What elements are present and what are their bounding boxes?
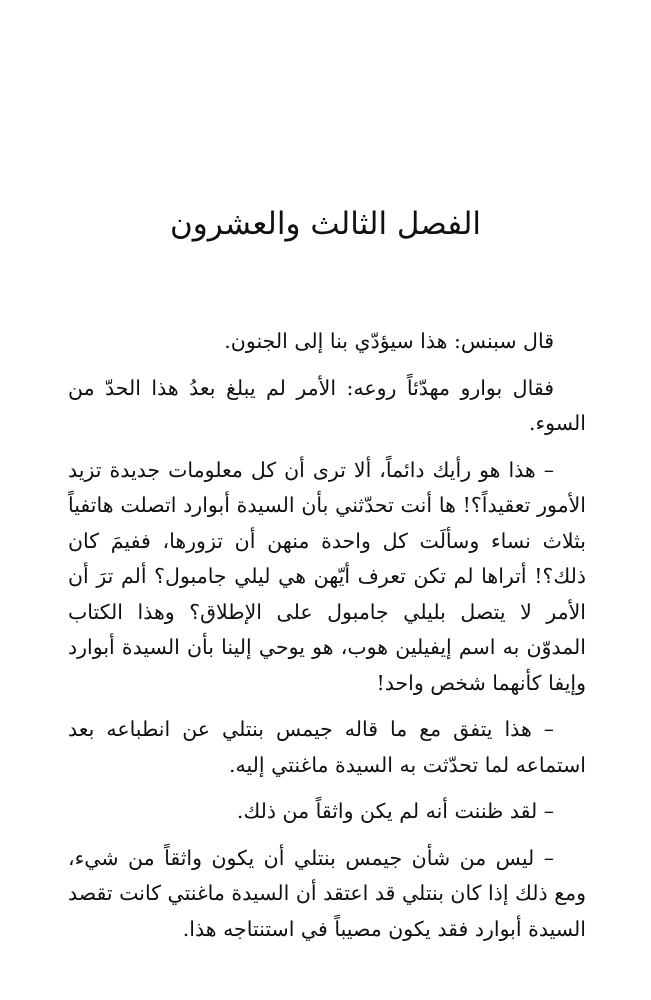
paragraph-4: – هذا يتفق مع ما قاله جيمس بنتلي عن انطباعه بعد استماعه لما تحدّثت به السيدة ماغنتي إليه. (68, 717, 586, 777)
chapter-title: الفصل الثالث والعشرون (169, 206, 482, 242)
chapter-body (68, 324, 586, 958)
paragraph-6: – ليس من شأن جيمس بنتلي أن يكون واثقاً من شيء، ومع ذلك إذا كان بنتلي قد اعتقد أن السيدة ماغنتي كانت تقصد السيدة أبوارد فقد يكون مصيباً في استنتاجه هذا. (68, 845, 586, 941)
paragraph-5: – لقد ظننت أنه لم يكن واثقاً من ذلك. (236, 799, 554, 823)
paragraph-1: قال سبنس: هذا سيؤدّي بنا إلى الجنون. (224, 329, 554, 353)
paragraph-2: فقال بوارو مهدّئاً روعه: الأمر لم يبلغ بعدُ هذا الحدّ من السوء. (68, 375, 586, 435)
paragraph-3: – هذا هو رأيك دائماً، ألا ترى أن كل معلومات جديدة تزيد الأمور تعقيداً؟! ها أنت تحدّثني بأن السيدة أبوارد اتصلت هاتفياً بثلاث نساء وسألَت كل واحدة منهن أن تزورها، ففيمَ كان ذلك؟! أتراها لم تكن تعرف أيّهن هي ليلي جامبول؟ ألم ترَ أن الأمر لا يتصل بليلي جامبول على الإطلاق؟ وهذا الكتاب المدوّن به اسم إيفيلين هوب، هو يوحي إلينا بأن السيدة أبوارد وإيفا كأنهما شخص واحد! (68, 457, 586, 695)
